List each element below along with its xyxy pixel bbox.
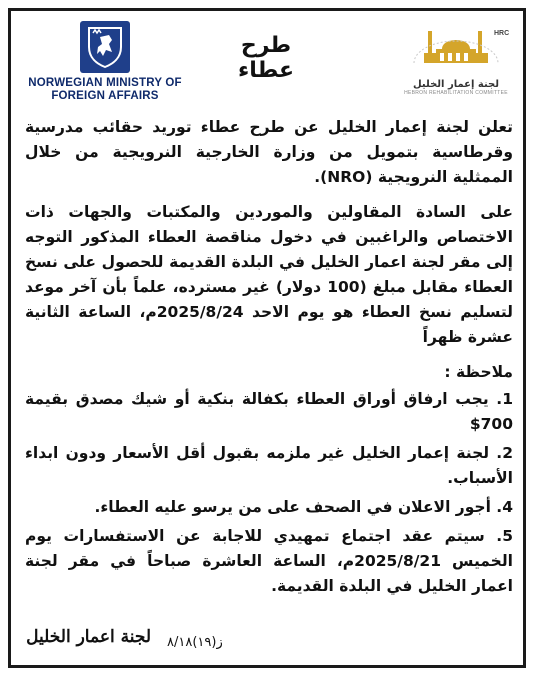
header xyxy=(11,11,523,109)
committee-signature: لجنة اعمار الخليل xyxy=(26,627,151,647)
ministry-logo-block xyxy=(25,21,185,103)
norwegian-crest-icon xyxy=(80,21,130,73)
announcement-frame xyxy=(8,8,526,668)
committee-logo-block xyxy=(401,23,511,96)
note-item: 4. أجور الاعلان في الصحف على من يرسو عليه العطاء. xyxy=(94,498,513,516)
announcement-body xyxy=(25,115,513,603)
note-item: 1. يجب ارفاق أوراق العطاء بكفالة بنكية أو شيك مصدق بقيمة 700$ xyxy=(25,390,513,433)
instructions-paragraph: على السادة المقاولين والموردين والمكتبات والجهات ذات الاختصاص والراغبين في دخول مناقصة العطاء المذكور التوجه إلى مقر لجنة اعمار الخليل في البلدة القديمة للحصول على نسخ العطاء مقابل مبلغ (100 دولار) غير مسترده، علماً بأن آخر موعد لتسليم نسخ العطاء هو يوم الاحد 2025/8/24م، الساعة الثانية عشرة ظهراً xyxy=(25,203,513,346)
note-item: 5. سيتم عقد اجتماع تمهيدي للاجابة عن الاستفسارات يوم الخميس 2025/8/21م، الساعة العاشرة صباحاً في مقر لجنة اعمار الخليل في البلدة القديمة. xyxy=(25,527,513,595)
hebron-mosque-logo-icon xyxy=(406,23,510,75)
note-item: 2. لجنة إعمار الخليل غير ملزمه بقبول أقل الأسعار ودون ابداء الأسباب. xyxy=(25,444,513,487)
ministry-name: NORWEGIAN MINISTRY OF FOREIGN AFFAIRS xyxy=(28,77,182,102)
committee-logo-name: لجنة إعمار الخليل xyxy=(412,79,500,90)
intro-paragraph: تعلن لجنة إعمار الخليل عن طرح عطاء توريد حقائب مدرسية وقرطاسية بتمويل من وزارة الخارجية النرويجية من خلال الممثلية النرويجية (NRO). xyxy=(25,118,513,186)
page-title: طرح عطاء xyxy=(238,33,294,83)
notes-heading: ملاحظة : xyxy=(444,363,513,381)
committee-logo-subtitle: HEBRON REHABILITATION COMMITTEE xyxy=(404,90,508,96)
publication-reference: ز(١٩)٨/١٨ xyxy=(167,635,223,650)
svg-text:HRC: HRC xyxy=(494,30,510,37)
